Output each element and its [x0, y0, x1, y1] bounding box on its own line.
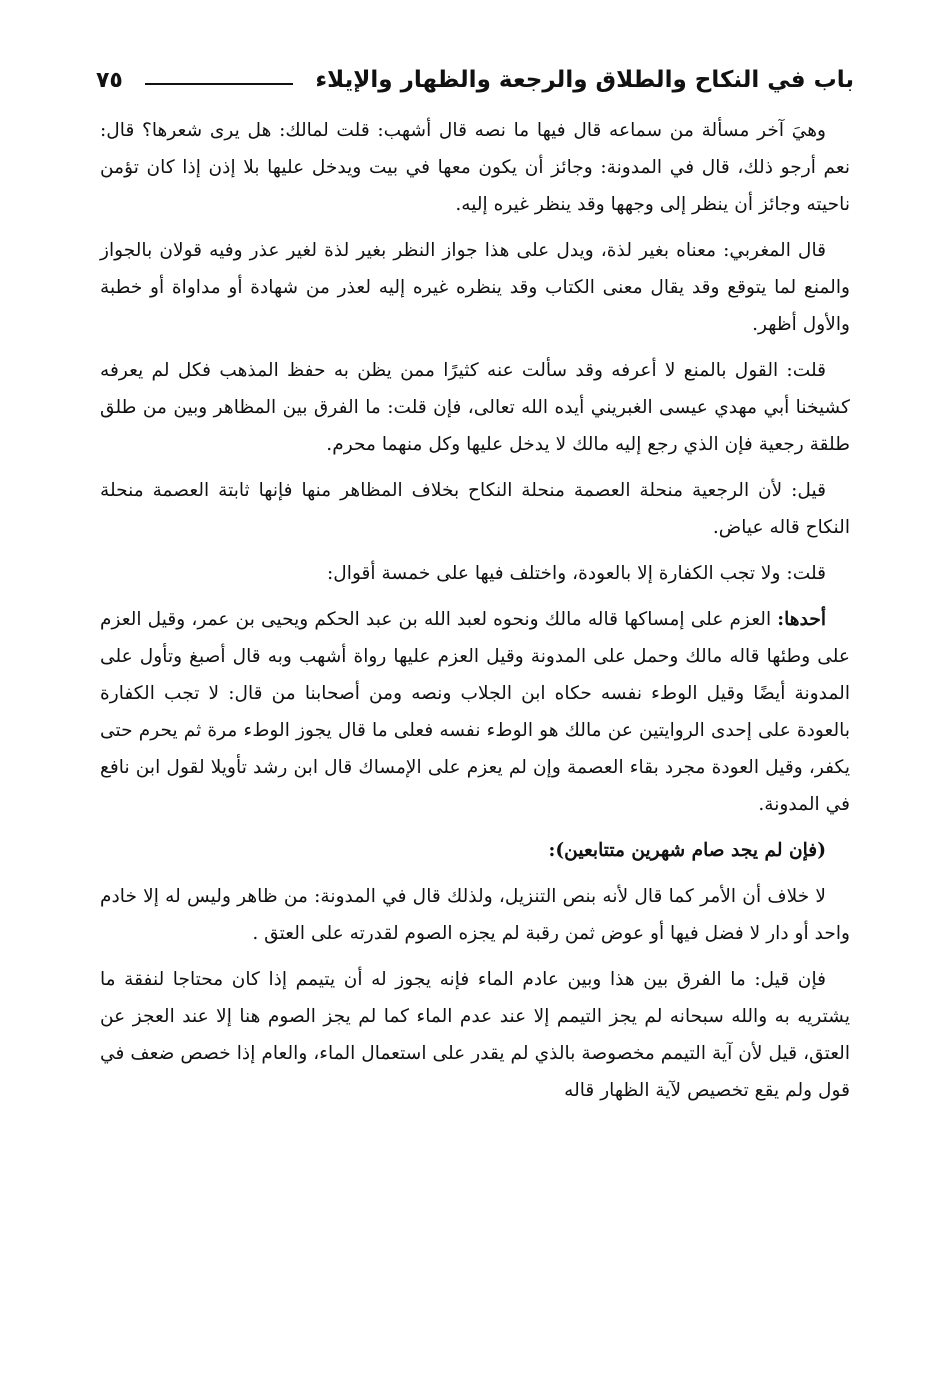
paragraph-1: وهيَ آخر مسألة من سماعه قال فيها ما نصه قال أشهب: قلت لمالك: هل يرى شعرها؟ قال: نعم أرجو ذلك، قال في المدونة: وجائز أن يكون معها في بيت ويدخل عليها بلا إذن إذا كان تؤمن ناحيته وجائز أن ينظر إلى وجهها وقد ينظر غيره إليه.	[100, 120, 850, 215]
paragraph-5: قلت: ولا تجب الكفارة إلا بالعودة، واختلف فيها على خمسة أقوال:	[327, 563, 826, 584]
page-body	[100, 112, 850, 1118]
chapter-title: باب في النكاح والطلاق والرجعة والظهار والإيلاء	[315, 67, 854, 93]
page-header	[96, 58, 854, 102]
page-number: ٧٥	[96, 67, 123, 93]
header-rule	[145, 83, 294, 85]
paragraph-6	[100, 601, 850, 823]
paragraph-8: لا خلاف أن الأمر كما قال لأنه بنص التنزيل، ولذلك قال في المدونة: من ظاهر وليس له إلا خادم واحد أو دار لا فضل فيها أو عوض ثمن رقبة لم يجزه الصوم لقدرته على العتق .	[100, 886, 850, 944]
paragraph-6-text: العزم على إمساكها قاله مالك ونحوه لعبد الله بن عبد الحكم ويحيى بن عمر، وقيل العزم على وطئها قاله مالك وحمل على المدونة وقيل العزم عليها رواة أشهب وبه قال أصبغ وتأول على المدونة أيضًا وقيل الوطء نفسه حكاه ابن الجلاب ونصه ومن أصحابنا من قال: لا تجب الكفارة بالعودة على إحدى الروايتين عن مالك هو الوطء نفسه فعلى ما قال يجوز الوطء مرة ثم يحرم حتى يكفر، وقيل العودة مجرد بقاء العصمة وإن لم يعزم على الإمساك قال ابن رشد تأويلا لقول ابن نافع في المدونة.	[100, 609, 850, 815]
paragraph-9: فإن قيل: ما الفرق بين هذا وبين عادم الماء فإنه يجوز له أن يتيمم إذا كان محتاجا لنفقة ما يشتريه به والله سبحانه لم يجز التيمم إلا عند عدم الماء كما لم يجز الصوم هنا إلا عند العجز عن العتق، قيل لأن آية التيمم مخصوصة بالذي لم يقدر على استعمال الماء، والعام إذا خصص ضعف في قول ولم يقع تخصيص لآية الظهار قاله	[100, 969, 850, 1101]
paragraph-3: قلت: القول بالمنع لا أعرفه وقد سألت عنه كثيرًا ممن يظن به حفظ المذهب فكل لم يعرفه كشيخنا أبي مهدي عيسى الغبريني أيده الله تعالى، فإن قلت: ما الفرق بين المظاهر وبين من طلق طلقة رجعية فإن الذي رجع إليه مالك لا يدخل عليها وكل منهما محرم.	[100, 360, 850, 455]
paragraph-2: قال المغربي: معناه بغير لذة، ويدل على هذا جواز النظر بغير لذة لغير عذر وفيه قولان بالجواز والمنع لما يتوقع وقد يقال معنى الكتاب وقد ينظره غيره إليه لعذر من شهادة أو مداواة أو خطبة والأول أظهر.	[100, 240, 850, 335]
paragraph-6-lead: أحدها:	[777, 609, 826, 630]
paragraph-4: قيل: لأن الرجعية منحلة العصمة منحلة النكاح بخلاف المظاهر منها فإنها ثابتة العصمة منحلة النكاح قاله عياض.	[100, 480, 850, 538]
section-heading: (فإن لم يجد صام شهرين متتابعين):	[548, 840, 826, 861]
